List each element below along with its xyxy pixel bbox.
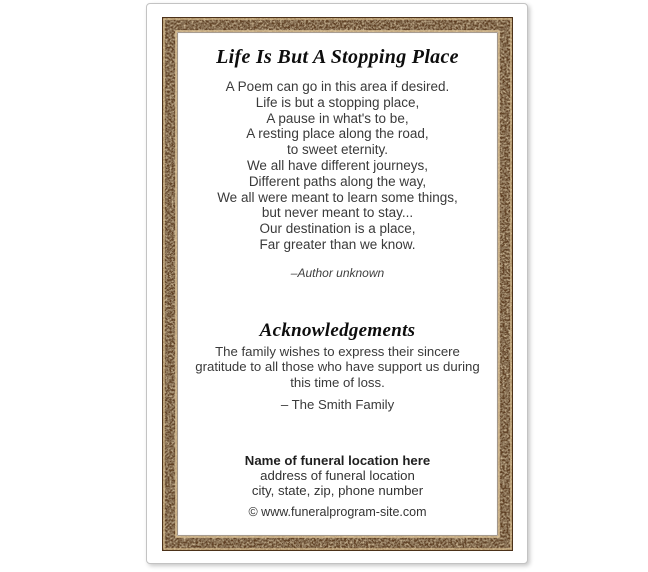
poem-line: A resting place along the road,: [246, 126, 429, 142]
poem-line: Our destination is a place,: [259, 221, 416, 237]
funeral-location-city: city, state, zip, phone number: [251, 483, 424, 499]
acknowledgements-line: this time of loss.: [290, 374, 385, 390]
funeral-location-address: address of funeral location: [260, 468, 415, 484]
poem-title: Life Is But A Stopping Place: [216, 46, 459, 68]
poem-line: A Poem can go in this area if desired.: [225, 79, 450, 94]
funeral-location-block: [178, 453, 497, 498]
acknowledgements-title: Acknowledgements: [259, 319, 416, 341]
poem-attribution: –Author unknown: [290, 265, 385, 280]
poem-line: Life is but a stopping place,: [255, 94, 420, 110]
poem-line: but never meant to stay...: [261, 205, 414, 221]
poem-line: We all were meant to learn some things,: [217, 189, 458, 205]
poem-line: We all have different journeys,: [246, 157, 429, 173]
copyright-line: © www.funeralprogram-site.com: [248, 505, 427, 520]
funeral-location-name: Name of funeral location here: [244, 453, 431, 469]
poem-line: to sweet eternity.: [286, 142, 389, 158]
family-signature: – The Smith Family: [280, 397, 395, 413]
poem-line: Different paths along the way,: [248, 173, 427, 189]
decorative-frame: [162, 17, 513, 551]
program-page: [146, 3, 528, 564]
poem-line: A pause in what's to be,: [266, 110, 409, 126]
program-content: [178, 33, 497, 535]
acknowledgements-line: The family wishes to express their sincere: [215, 343, 460, 359]
acknowledgements-line: gratitude to all those who have support us during: [195, 359, 480, 375]
poem-text: [178, 79, 497, 253]
poem-line: Far greater than we know.: [259, 236, 416, 252]
acknowledgements-text: [178, 344, 497, 391]
